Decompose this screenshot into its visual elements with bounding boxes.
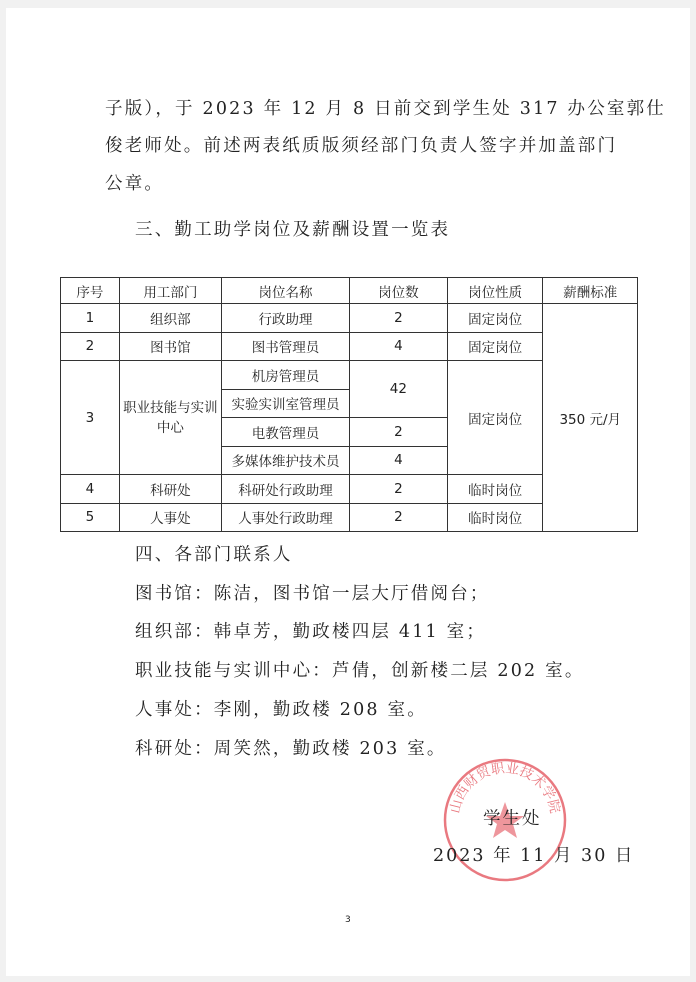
section-4-heading: 四、各部门联系人 xyxy=(135,545,293,565)
contact-organization: 组织部：韩卓芳，勤政楼四层 411 室； xyxy=(135,622,487,642)
contact-research: 科研处：周笑然，勤政楼 203 室。 xyxy=(135,739,447,759)
row-name: 行政助理 xyxy=(222,304,350,333)
row-count: 2 xyxy=(349,418,447,447)
intro-line-2: 俊老师处。前述两表纸质版须经部门负责人签字并加盖部门 xyxy=(105,136,618,156)
contact-training-center: 职业技能与实训中心：芦倩，创新楼二层 202 室。 xyxy=(135,661,585,681)
row-name: 机房管理员 xyxy=(222,361,350,390)
contact-hr: 人事处：李刚，勤政楼 208 室。 xyxy=(135,700,427,720)
row-name: 人事处行政助理 xyxy=(222,503,350,532)
contact-library: 图书馆：陈洁，图书馆一层大厅借阅台； xyxy=(135,584,490,604)
header-type: 岗位性质 xyxy=(447,278,543,304)
row-dept: 组织部 xyxy=(119,304,221,333)
row-type: 固定岗位 xyxy=(447,332,543,361)
row-name: 多媒体维护技术员 xyxy=(222,446,350,475)
row-dept: 图书馆 xyxy=(119,332,221,361)
intro-line-3: 公章。 xyxy=(105,174,165,194)
row-name: 电教管理员 xyxy=(222,418,350,447)
row-no: 3 xyxy=(61,361,120,475)
section-3-heading: 三、勤工助学岗位及薪酬设置一览表 xyxy=(135,220,451,240)
header-count: 岗位数 xyxy=(349,278,447,304)
row-name: 实验实训室管理员 xyxy=(222,389,350,418)
issuing-office: 学生处 xyxy=(483,809,542,829)
issue-date: 2023 年 11 月 30 日 xyxy=(433,846,635,866)
row-dept: 人事处 xyxy=(119,503,221,532)
row-count: 4 xyxy=(349,446,447,475)
row-type: 临时岗位 xyxy=(447,503,543,532)
table-header-row xyxy=(61,278,638,304)
row-count: 2 xyxy=(349,475,447,504)
header-pay: 薪酬标准 xyxy=(543,278,638,304)
header-no: 序号 xyxy=(61,278,120,304)
header-name: 岗位名称 xyxy=(222,278,350,304)
seal-text: 山西财贸职业技术学院 xyxy=(447,760,563,816)
row-count: 4 xyxy=(349,332,447,361)
pay-standard: 350 元/月 xyxy=(543,304,638,532)
header-dept: 用工部门 xyxy=(119,278,221,304)
page-number: 3 xyxy=(345,915,351,925)
row-dept: 职业技能与实训中心 xyxy=(119,361,221,475)
row-count: 2 xyxy=(349,304,447,333)
row-name: 科研处行政助理 xyxy=(222,475,350,504)
row-no: 4 xyxy=(61,475,120,504)
row-type: 固定岗位 xyxy=(447,361,543,475)
row-name: 图书管理员 xyxy=(222,332,350,361)
row-count: 2 xyxy=(349,503,447,532)
row-type: 临时岗位 xyxy=(447,475,543,504)
row-dept: 科研处 xyxy=(119,475,221,504)
row-type: 固定岗位 xyxy=(447,304,543,333)
row-no: 5 xyxy=(61,503,120,532)
job-table xyxy=(60,277,638,532)
table-row xyxy=(61,304,638,333)
intro-line-1: 子版），于 2023 年 12 月 8 日前交到学生处 317 办公室郭仕 xyxy=(105,99,666,119)
row-count: 42 xyxy=(349,361,447,418)
row-no: 1 xyxy=(61,304,120,333)
row-no: 2 xyxy=(61,332,120,361)
